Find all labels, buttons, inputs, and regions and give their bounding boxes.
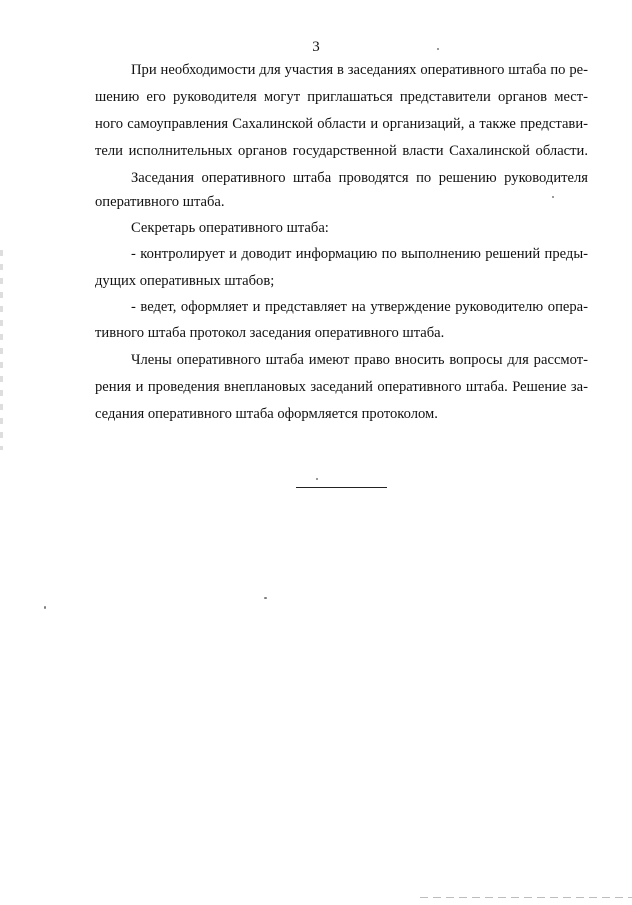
paragraph-1-line-4: тели исполнительных органов государственной власти Сахалинской области.	[95, 143, 588, 159]
paragraph-5-line-2: тивного штаба протокол заседания оперативного штаба.	[95, 325, 445, 341]
scan-speck	[552, 196, 554, 198]
paragraph-3-line-1: Секретарь оперативного штаба:	[131, 220, 329, 236]
scan-bottom-artifact	[420, 897, 632, 898]
paragraph-6-line-3: седания оперативного штаба оформляется протоколом.	[95, 406, 438, 422]
paragraph-1-line-1: При необходимости для участия в заседаниях оперативного штаба по ре-	[131, 62, 588, 78]
paragraph-6-line-2: рения и проведения внеплановых заседаний оперативного штаба. Решение за-	[95, 379, 588, 395]
closing-rule	[296, 487, 387, 488]
page-number: 3	[312, 39, 320, 55]
paragraph-1-line-2: шению его руководителя могут приглашаться представители органов мест-	[95, 89, 588, 105]
scan-speck	[264, 597, 267, 599]
scan-speck	[437, 48, 439, 50]
paragraph-6-line-1: Члены оперативного штаба имеют право вносить вопросы для рассмот-	[131, 352, 588, 368]
paragraph-4-line-1: - контролирует и доводит информацию по выполнению решений преды-	[131, 246, 588, 262]
paragraph-1-line-3: ного самоуправления Сахалинской области и организаций, а также представи-	[95, 116, 588, 132]
scan-speck	[316, 478, 318, 480]
scan-speck	[44, 606, 46, 609]
paragraph-2-line-2: оперативного штаба.	[95, 194, 225, 210]
paragraph-5-line-1: - ведет, оформляет и представляет на утверждение руководителю опера-	[131, 299, 588, 315]
paragraph-4-line-2: дущих оперативных штабов;	[95, 273, 275, 289]
paragraph-2-line-1: Заседания оперативного штаба проводятся по решению руководителя	[131, 170, 588, 186]
scan-margin-artifact	[0, 250, 3, 450]
